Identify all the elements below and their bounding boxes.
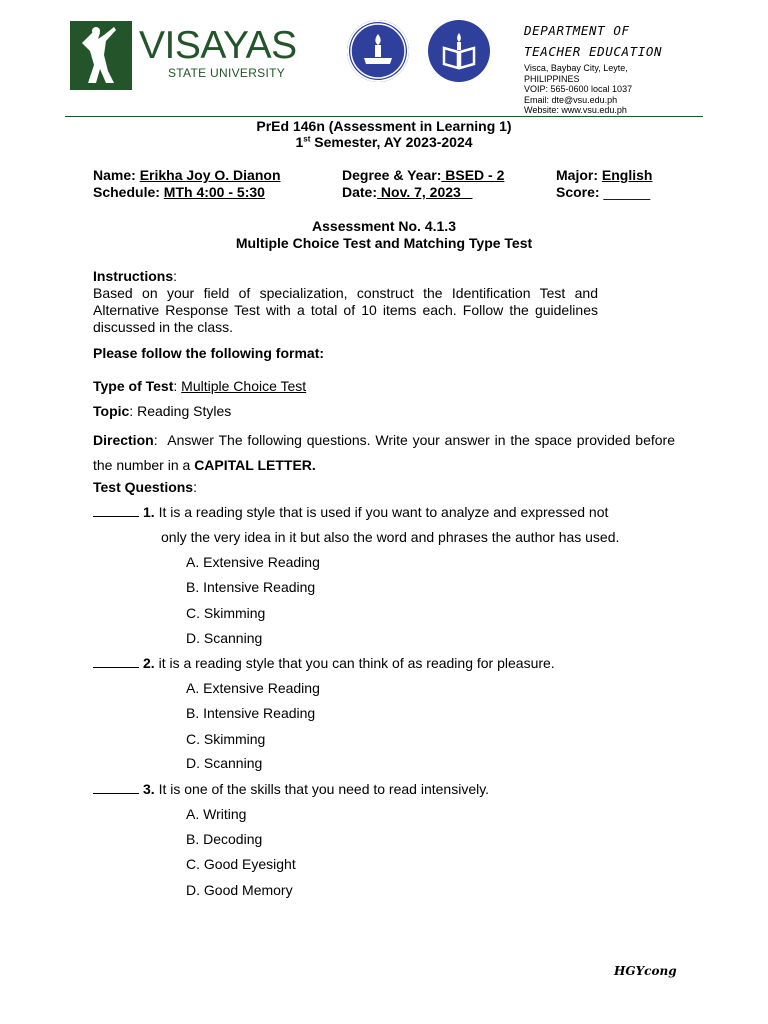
instructions-colon: :	[173, 268, 178, 284]
question-2	[93, 651, 555, 676]
instructions-body: Based on your field of specialization, construct the Identification Test and Alternative Response Test with a total of 10 items each. Follow the guidelines discussed in the class.	[93, 285, 598, 335]
university-subtitle: STATE UNIVERSITY	[168, 66, 286, 80]
submission-date	[342, 184, 472, 200]
answer-blank-3	[93, 780, 139, 794]
contact-country: PHILIPPINES	[524, 73, 580, 84]
option-d: D. Good Memory	[186, 882, 293, 898]
score-field	[556, 184, 650, 200]
name-value: Erikha Joy O. Dianon	[139, 167, 281, 183]
semester-text: Semester, AY 2023-2024	[310, 134, 473, 150]
option-b: B. Decoding	[186, 831, 263, 847]
question-number: 1.	[143, 504, 155, 520]
book-torch-seal-icon	[428, 20, 490, 82]
degree-value: BSED - 2	[441, 167, 505, 183]
header-divider	[65, 116, 703, 117]
assessment-title: Multiple Choice Test and Matching Type Test	[235, 235, 533, 251]
question-number: 3.	[143, 781, 155, 797]
instructions-label: Instructions	[93, 268, 174, 284]
question-3	[93, 777, 489, 802]
option-c: C. Good Eyesight	[186, 856, 296, 872]
test-direction: Direction: Answer The following questions. Write your answer in the space provided before the number in a CAPITAL LETTER.	[93, 432, 676, 473]
option-a: A. Writing	[186, 806, 247, 822]
university-name: VISAYAS	[139, 24, 297, 67]
option-a: A. Extensive Reading	[186, 554, 320, 570]
semester-line	[0, 134, 768, 150]
topic-value: Reading Styles	[137, 403, 232, 419]
signature: HGYcong	[614, 964, 677, 978]
test-topic: Topic: Reading Styles	[93, 403, 232, 419]
direction-emphasis: CAPITAL LETTER.	[194, 457, 316, 473]
option-c: C. Skimming	[186, 731, 266, 747]
date-value: Nov. 7, 2023	[377, 184, 473, 200]
degree-label: Degree & Year:	[342, 167, 442, 183]
department-line-1: DEPARTMENT OF	[524, 23, 630, 38]
name-label: Name:	[93, 167, 136, 183]
student-schedule	[93, 184, 265, 200]
option-c: C. Skimming	[186, 605, 266, 621]
type-value: Multiple Choice Test	[181, 378, 307, 394]
score-value: ______	[603, 184, 651, 200]
direction-text: Answer The following questions. Write your answer in the space provided before the number in a	[93, 432, 676, 473]
contact-website: Website: www.vsu.edu.ph	[524, 105, 627, 115]
student-major	[556, 167, 652, 183]
schedule-value: MTh 4:00 - 5:30	[163, 184, 265, 200]
schedule-label: Schedule:	[93, 184, 160, 200]
format-heading: Please follow the following format:	[93, 345, 325, 361]
contact-email: Email: dte@vsu.edu.ph	[524, 94, 618, 105]
contact-address: Visca, Baybay City, Leyte,	[524, 63, 628, 73]
contact-voip: VOIP: 565-0600 local 1037	[524, 84, 633, 94]
score-label: Score:	[556, 184, 600, 200]
answer-blank-1	[93, 503, 139, 517]
major-value: English	[601, 167, 653, 183]
test-questions-heading: Test Questions:	[93, 479, 197, 495]
semester-number: 1	[295, 134, 304, 150]
question-1	[93, 500, 608, 525]
questions-label: Test Questions	[93, 479, 194, 495]
question-1-continued: only the very idea in it but also the word and phrases the author has used.	[161, 529, 620, 545]
vsu-logo	[70, 21, 132, 90]
option-b: B. Intensive Reading	[186, 705, 316, 721]
question-text: It is one of the skills that you need to read intensively.	[154, 781, 490, 797]
question-text: It is a reading style that is used if you want to analyze and expressed not	[154, 504, 609, 520]
course-title: PrEd 146n (Assessment in Learning 1)	[256, 118, 512, 134]
option-d: D. Scanning	[186, 755, 263, 771]
contact-block	[524, 63, 632, 116]
date-label: Date:	[342, 184, 378, 200]
test-type: Type of Test: Multiple Choice Test	[93, 378, 307, 394]
type-label: Type of Test	[93, 378, 174, 394]
option-d: D. Scanning	[186, 630, 263, 646]
answer-blank-2	[93, 654, 139, 668]
semester-suffix: st	[303, 134, 311, 144]
instructions-heading	[93, 268, 177, 284]
student-name	[93, 167, 281, 183]
direction-label: Direction	[93, 432, 154, 448]
option-a: A. Extensive Reading	[186, 680, 320, 696]
question-number: 2.	[143, 655, 155, 671]
department-line-2: TEACHER EDUCATION	[524, 44, 663, 59]
topic-label: Topic	[93, 403, 130, 419]
major-label: Major:	[556, 167, 598, 183]
assessment-number: Assessment No. 4.1.3	[312, 218, 456, 234]
student-degree	[342, 167, 504, 183]
question-text: it is a reading style that you can think of as reading for pleasure.	[154, 655, 555, 671]
torch-seal-icon	[347, 20, 409, 82]
option-b: B. Intensive Reading	[186, 579, 316, 595]
